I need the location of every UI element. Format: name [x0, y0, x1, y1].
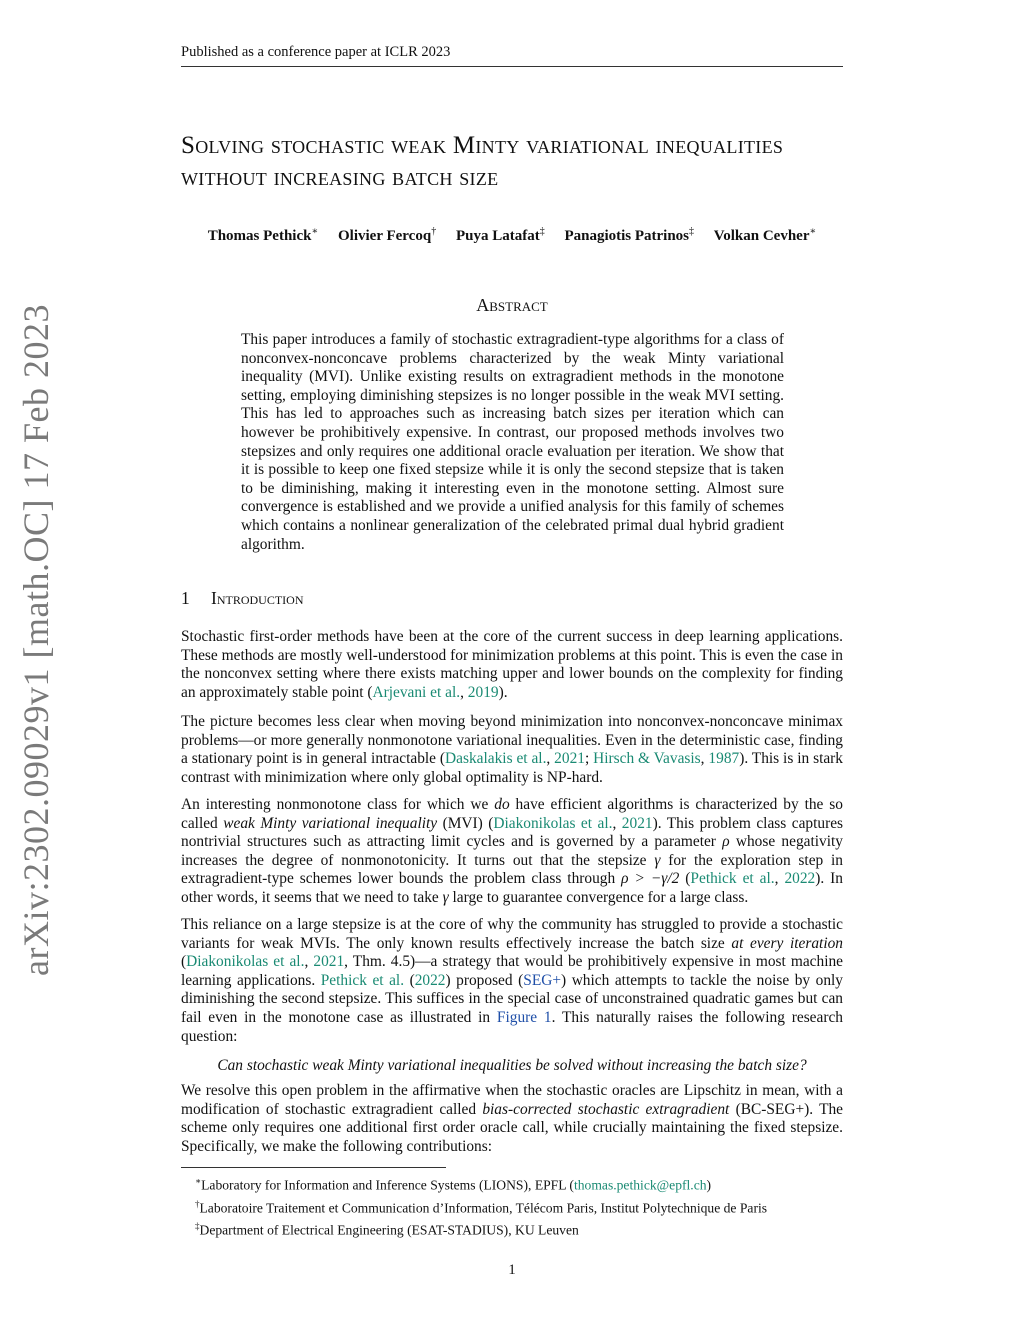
citation-link[interactable]: Arjevani et al. — [372, 683, 461, 701]
citation-link[interactable]: Diakonikolas et al. — [186, 953, 305, 971]
paragraph: We resolve this open problem in the affirmative when the stochastic oracles are Lipschitz in mean, with a modification of stochastic extragradient called bias-corrected stochastic extragradient (BC-SEG+). The scheme only requires one additional first order oracle call, while crucially maintaining the fixed stepsize. Specifically, we make the following contributions: — [181, 1082, 843, 1155]
arxiv-sidebar — [6, 304, 66, 976]
algorithm-link[interactable]: SEG+ — [523, 971, 562, 989]
citation-link[interactable]: 2022 — [414, 971, 446, 989]
research-question: Can stochastic weak Minty variational inequalities be solved without increasing the batch size? — [217, 1057, 807, 1074]
citation-link[interactable]: 2021 — [554, 750, 585, 768]
author-name: Panagiotis Patrinos‡ — [564, 226, 695, 244]
citation-link[interactable]: 2021 — [313, 953, 345, 971]
author-name: Olivier Fercoq† — [338, 226, 437, 244]
figure-link[interactable]: Figure 1 — [496, 1008, 552, 1026]
section-number: 1 — [181, 588, 190, 608]
citation-link[interactable]: Pethick et al. — [690, 870, 775, 888]
footnote: †Laboratoire Traitement et Communication d’Information, Télécom Paris, Institut Polytechnique de Paris — [195, 1198, 768, 1216]
footnote: ‡Department of Electrical Engineering (ESAT-STADIUS), KU Leuven — [195, 1221, 579, 1238]
paragraph: Stochastic first-order methods have been at the core of the current success in deep learning applications. These methods are mostly well-understood for minimization problems at this point. This is even the case in the nonconvex setting where there exists matching upper and lower bounds on the complexity for finding an approximately stable point (Arjevani et al., 2019). — [181, 628, 843, 701]
header-rule — [181, 66, 843, 67]
author-list — [181, 226, 843, 245]
running-header: Published as a conference paper at ICLR 2023 — [181, 44, 451, 60]
footnote: ∗Laboratory for Information and Inference Systems (LIONS), EPFL (thomas.pethick@epfl.ch) — [195, 1176, 712, 1193]
citation-link[interactable]: Hirsch & Vavasis — [593, 750, 701, 768]
citation-link[interactable]: 2021 — [621, 814, 653, 832]
arxiv-identifier[interactable]: arXiv:2302.09029v1 [math.OC] 17 Feb 2023 — [16, 304, 56, 976]
section-title: Introduction — [211, 588, 304, 608]
author-name: Volkan Cevher∗ — [713, 226, 817, 244]
abstract-text: This paper introduces a family of stochastic extragradient-type algorithms for a class of nonconvex-nonconcave problems characterized by the weak Minty variational inequality (MVI). Unlike existing results on extragradient methods in the monotone setting, employing diminishing stepsizes is no longer possible in the weak MVI setting. This has led to approaches such as increasing batch sizes per iteration which can however be prohibitively expensive. In contrast, our proposed methods involves two stepsizes and only requires one additional oracle evaluation per iteration. We show that it is possible to keep one fixed stepsize while it is only the second stepsize that is taken to be diminishing, making it interesting even in the monotone setting. Almost sure convergence is established and we provide a unified analysis for this family of schemes which contains a nonlinear generalization of the celebrated primal dual hybrid gradient algorithm. — [241, 331, 784, 553]
paper-title: Solving stochastic weak Minty variational inequalities without increasing batch size — [181, 132, 784, 191]
email-link[interactable]: thomas.pethick@epfl.ch — [573, 1177, 707, 1193]
citation-link[interactable]: Pethick et al. — [320, 971, 405, 989]
footnote-rule — [181, 1167, 446, 1168]
citation-link[interactable]: 1987 — [708, 750, 740, 768]
paragraph: The picture becomes less clear when moving beyond minimization into nonconvex-nonconcave minimax problems—or more generally nonmonotone variational inequalities. Even in the deterministic case, finding a stationary point is in general intractable (Daskalakis et al., 2021; Hirsch & Vavasis, 1987). This is in stark contrast with minimization where only global optimality is NP-hard. — [181, 713, 843, 786]
abstract-heading: Abstract — [476, 295, 548, 315]
page-number: 1 — [508, 1262, 516, 1278]
citation-link[interactable]: Daskalakis et al. — [445, 750, 547, 768]
author-name: Thomas Pethick∗ — [207, 226, 319, 244]
section-heading — [181, 588, 304, 609]
footnotes — [195, 1172, 843, 1240]
paragraph: An interesting nonmonotone class for which we do have efficient algorithms is characterized by the so called weak Minty variational inequality (MVI) (Diakonikolas et al., 2021). This problem class captures nontrivial structures such as attracting limit cycles and is governed by a parameter ρ whose negativity increases the degree of nonmonotonicity. It turns out that the stepsize γ for the exploration step in extragradient-type schemes lower bounds the problem class through ρ > −γ/2 (Pethick et al., 2022). In other words, it seems that we need to take γ large to guarantee convergence for a large class. — [181, 796, 844, 906]
citation-link[interactable]: 2022 — [784, 870, 816, 888]
paragraph: This reliance on a large stepsize is at the core of why the community has struggled to provide a stochastic variants for weak MVIs. The only known results effectively increase the batch size at every iteration (Diakonikolas et al., 2021, Thm. 4.5)—a strategy that would be prohibitively expensive in most machine learning applications. Pethick et al. (2022) proposed (SEG+) which attempts to tackle the noise by only diminishing the second stepsize. This suffices in the special case of unconstrained quadratic games but can fail even in the monotone case as illustrated in Figure 1. This naturally raises the following research question: — [181, 916, 844, 1045]
citation-link[interactable]: Diakonikolas et al. — [493, 814, 613, 832]
citation-link[interactable]: 2019 — [467, 683, 499, 701]
author-name: Puya Latafat‡ — [455, 226, 545, 244]
